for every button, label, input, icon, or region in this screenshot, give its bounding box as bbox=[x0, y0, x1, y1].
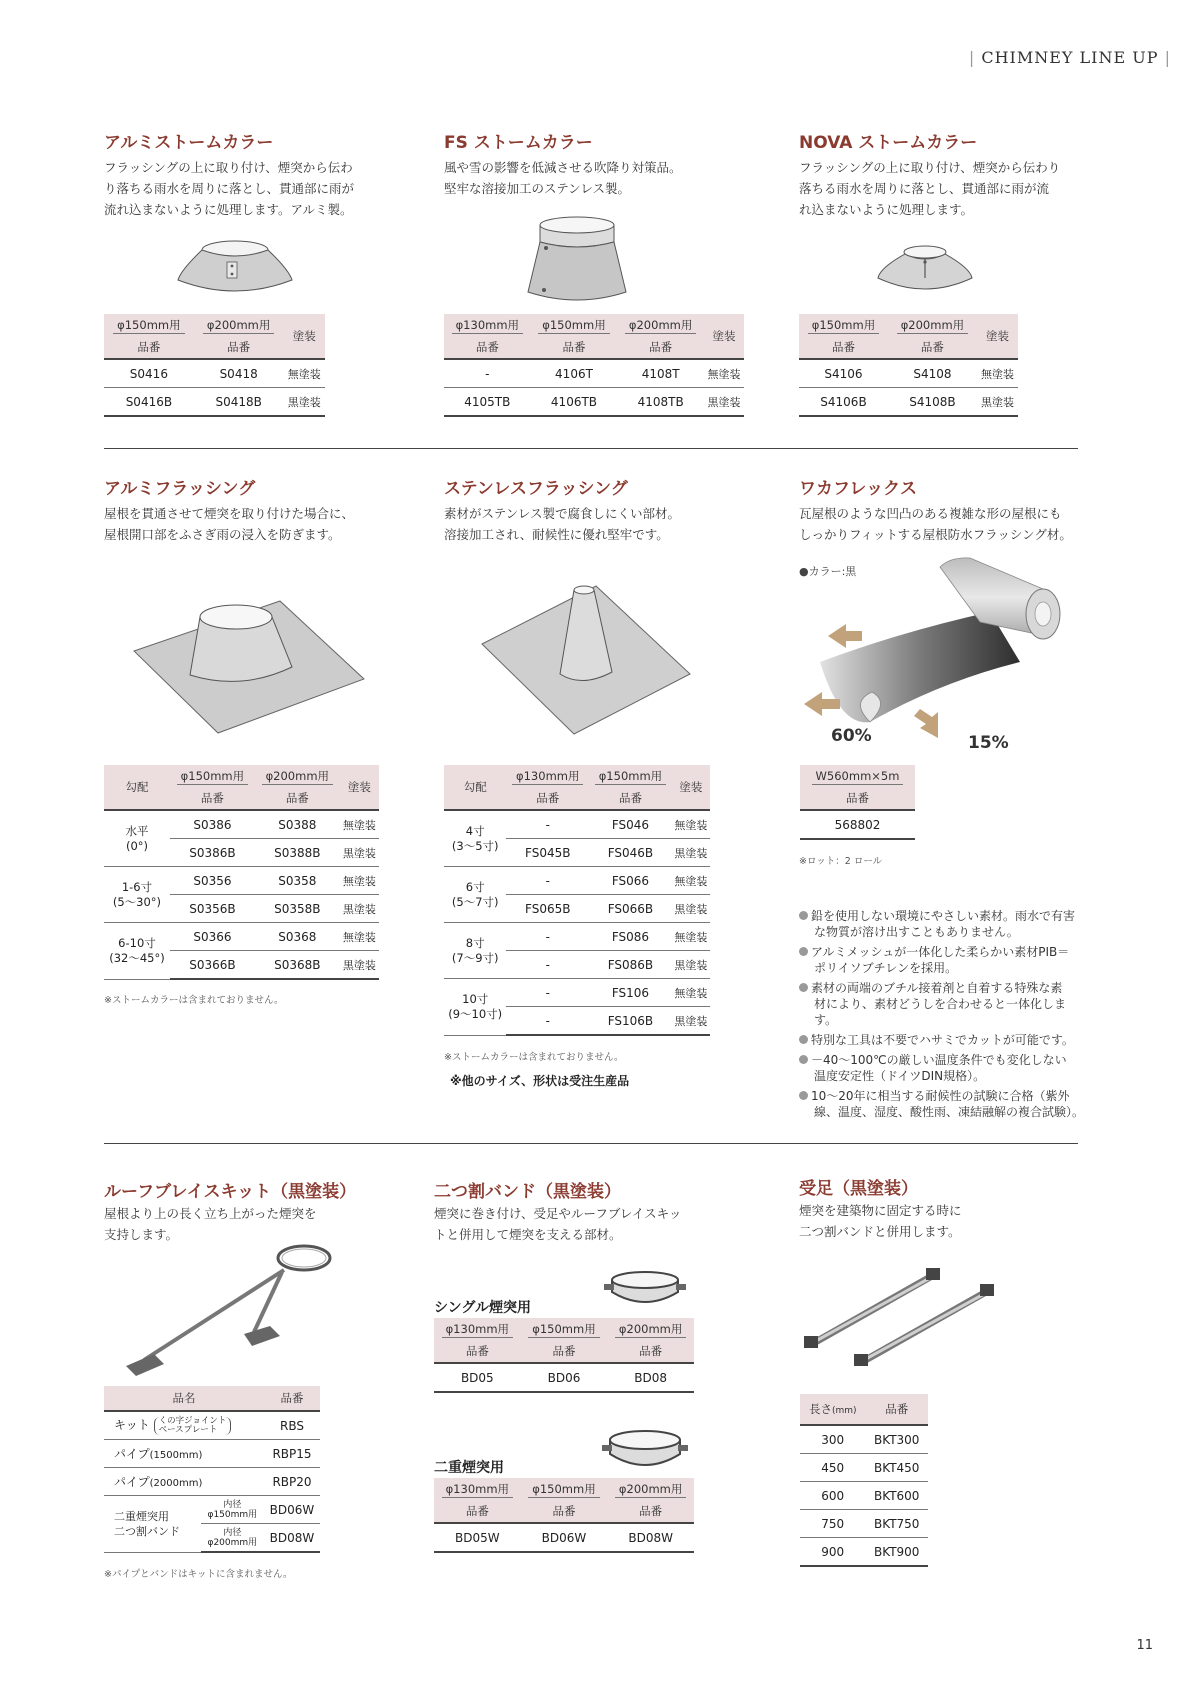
roof-brace-note: ※パイプとバンドはキットに含まれません。 bbox=[104, 1569, 293, 1580]
sus-flash-title: ステンレスフラッシング bbox=[444, 479, 628, 499]
table-row: 1-6寸 (5～30°) S0356 S0358 無塗装 bbox=[104, 867, 379, 895]
table-row: S0416 S0418 無塗装 bbox=[104, 359, 325, 388]
list-item: －40～100℃の厳しい温度条件でも変化しない 温度安定性（ドイツDIN規格）。 bbox=[799, 1052, 1089, 1084]
table-row: S4106B S4108B 黒塗装 bbox=[799, 388, 1018, 417]
table-row: 568802 bbox=[800, 810, 915, 839]
alu-flash-note: ※ストームカラーは含まれておりません。 bbox=[104, 995, 284, 1006]
wakaflex-bullets bbox=[799, 908, 1089, 1124]
alu-flash-desc: 屋根を貫通させて煙突を取り付けた場合に、 屋根開口部をふさぎ雨の浸入を防ぎます。 bbox=[104, 506, 355, 542]
sus-flash-note2: ※他のサイズ、形状は受注生産品 bbox=[450, 1074, 630, 1088]
table-row: FS045B FS046B 黒塗装 bbox=[444, 839, 710, 867]
table-row: 4105TB 4106TB 4108TB 黒塗装 bbox=[444, 388, 744, 417]
table-row: 450 BKT450 bbox=[800, 1454, 928, 1482]
nova-storm-illustration bbox=[870, 238, 980, 296]
list-item: アルミメッシュが一体化した柔らかい素材PIB＝ ポリイソブチレンを採用。 bbox=[799, 944, 1089, 976]
table-row: S0356B S0358B 黒塗装 bbox=[104, 895, 379, 923]
alu-storm-illustration bbox=[175, 232, 295, 294]
table-row: FS065B FS066B 黒塗装 bbox=[444, 895, 710, 923]
table-row: - FS106B 黒塗装 bbox=[444, 1007, 710, 1036]
wakaflex-illustration bbox=[800, 552, 1070, 742]
table-row: 900 BKT900 bbox=[800, 1538, 928, 1567]
alu-flash-table: 勾配 φ150mm用 φ200mm用 塗装 品番 品番 水平 (0°) S0386 S0388 無塗装 S0386B S0388B 黒塗装 1-6寸 (5～30°) S0356 S0358 無塗装 S0356B S0358B 黒塗装 6-10寸 (32～45°) S0366 S0368 無塗装 S0366B S0368B 黒塗装 bbox=[104, 765, 379, 980]
wakaflex-title: ワカフレックス bbox=[799, 479, 917, 499]
list-item: 10～20年に相当する耐候性の試験に合格（紫外 線、温度、湿度、酸性雨、凍結融解の複合試験）。 bbox=[799, 1088, 1089, 1120]
wakaflex-lot: ※ロット：2 ロール bbox=[799, 856, 883, 867]
fs-storm-desc: 風や雪の影響を低減させる吹降り対策品。 堅牢な溶接加工のステンレス製。 bbox=[444, 160, 682, 196]
fs-storm-title: FS ストームカラー bbox=[444, 133, 593, 153]
split-band-double-table: φ130mm用 φ150mm用 φ200mm用 品番 品番 品番 BD05W BD06W BD08W bbox=[434, 1478, 694, 1553]
split-band-single-illustration bbox=[602, 1270, 688, 1310]
nova-storm-table: φ150mm用 φ200mm用 塗装 品番 品番 S4106 S4108 無塗装 S4106B S4108B 黒塗装 bbox=[799, 314, 1018, 417]
wakaflex-desc: 瓦屋根のような凹凸のある複雑な形の屋根にも しっかりフィットする屋根防水フラッシング材。 bbox=[799, 506, 1072, 542]
header-label: | CHIMNEY LINE UP | bbox=[968, 48, 1171, 67]
list-item: 特別な工具は不要でハサミでカットが可能です。 bbox=[799, 1032, 1089, 1048]
table-row: - 4106T 4108T 無塗装 bbox=[444, 359, 744, 388]
foot-table: 長さ(mm) 品番 300 BKT300 450 BKT450 600 BKT600 750 BKT750 900 BKT900 bbox=[800, 1394, 928, 1567]
foot-illustration bbox=[800, 1264, 1000, 1370]
foot-title: 受足（黒塗装） bbox=[799, 1179, 918, 1199]
alu-storm-table: φ150mm用 φ200mm用 塗装 品番 品番 S0416 S0418 無塗装 S0416B S0418B 黒塗装 bbox=[104, 314, 325, 417]
table-row: キット くの字ジョイント ベースプレート RBS bbox=[104, 1411, 320, 1440]
table-row: 8寸 (7～9寸) - FS086 無塗装 bbox=[444, 923, 710, 951]
alu-storm-title: アルミストームカラー bbox=[104, 133, 274, 153]
table-row: パイプ(1500mm) RBP15 bbox=[104, 1440, 320, 1468]
table-row: 二重煙突用 二つ割バンド 内径 φ150mm用 BD06W bbox=[104, 1496, 320, 1524]
table-row: パイプ(2000mm) RBP20 bbox=[104, 1468, 320, 1496]
wakaflex-pct-right: 15% bbox=[968, 733, 1009, 753]
split-band-double-illustration bbox=[602, 1428, 688, 1472]
sus-flash-note: ※ストームカラーは含まれておりません。 bbox=[444, 1052, 624, 1063]
table-row: 6寸 (5～7寸) - FS066 無塗装 bbox=[444, 867, 710, 895]
table-row: BD05 BD06 BD08 bbox=[434, 1363, 694, 1392]
roof-brace-illustration bbox=[104, 1236, 344, 1380]
fs-storm-table: φ130mm用 φ150mm用 φ200mm用 塗装 品番 品番 品番 - 4106T 4108T 無塗装 4105TB 4106TB 4108TB 黒塗装 bbox=[444, 314, 744, 417]
split-band-double-label: 二重煙突用 bbox=[434, 1460, 504, 1476]
table-row: 750 BKT750 bbox=[800, 1510, 928, 1538]
nova-storm-desc: フラッシングの上に取り付け、煙突から伝わり 落ちる雨水を周りに落とし、貫通部に雨が流 れ込まないように処理します。 bbox=[799, 160, 1061, 217]
list-item: 素材の両端のブチル接着剤と自着する特殊な素 材により、素材どうしを合わせると一体化します。 bbox=[799, 980, 1089, 1028]
page-number: 11 bbox=[1136, 1638, 1153, 1653]
table-row: 内径 φ200mm用 BD08W bbox=[104, 1524, 320, 1553]
alu-storm-desc: フラッシングの上に取り付け、煙突から伝わ り落ちる雨水を周りに落とし、貫通部に雨が 流れ込まないように処理します。アルミ製。 bbox=[104, 160, 355, 217]
fs-storm-illustration bbox=[522, 212, 632, 304]
wakaflex-table: W560mm×5m 品番 568802 bbox=[800, 765, 915, 840]
list-item: 鉛を使用しない環境にやさしい素材。雨水で有害 な物質が溶け出すこともありません。 bbox=[799, 908, 1089, 940]
roof-brace-desc: 屋根より上の長く立ち上がった煙突を 支持します。 bbox=[104, 1206, 317, 1242]
split-band-title: 二つ割バンド（黒塗装） bbox=[434, 1182, 621, 1202]
sus-flash-desc: 素材がステンレス製で腐食しにくい部材。 溶接加工され、耐候性に優れ堅牢です。 bbox=[444, 506, 680, 542]
wakaflex-pct-left: 60% bbox=[831, 726, 872, 746]
split-band-single-label: シングル煙突用 bbox=[434, 1300, 531, 1316]
table-row: 4寸 (3～5寸) - FS046 無塗装 bbox=[444, 810, 710, 839]
table-row: 水平 (0°) S0386 S0388 無塗装 bbox=[104, 810, 379, 839]
roof-brace-table: 品名 品番 キット くの字ジョイント ベースプレート RBS パイプ(1500mm) RBP15 パイプ(2000mm) RBP20 二重煙突用 二つ割バンド 内径 φ150mm用 BD06W 内径 φ200mm用 BD08W bbox=[104, 1386, 320, 1553]
sus-flash-illustration bbox=[478, 578, 694, 738]
foot-desc: 煙突を建築物に固定する時に 二つ割バンドと併用します。 bbox=[799, 1203, 962, 1239]
table-row: S0416B S0418B 黒塗装 bbox=[104, 388, 325, 417]
table-row: S0366B S0368B 黒塗装 bbox=[104, 951, 379, 980]
nova-storm-title: NOVA ストームカラー bbox=[799, 133, 978, 153]
table-row: S0386B S0388B 黒塗装 bbox=[104, 839, 379, 867]
alu-flash-illustration bbox=[130, 595, 368, 735]
split-band-single-table: φ130mm用 φ150mm用 φ200mm用 品番 品番 品番 BD05 BD06 BD08 bbox=[434, 1318, 694, 1393]
table-row: - FS086B 黒塗装 bbox=[444, 951, 710, 979]
sus-flash-table: 勾配 φ130mm用 φ150mm用 塗装 品番 品番 4寸 (3～5寸) - FS046 無塗装 FS045B FS046B 黒塗装 6寸 (5～7寸) - FS066 無塗装 FS065B FS066B 黒塗装 8寸 (7～9寸) - FS086 無塗装 - FS086B 黒塗装 10寸 (9～10寸) - FS106 無塗装 - FS106B 黒塗装 bbox=[444, 765, 710, 1036]
roof-brace-title: ルーフブレイスキット（黒塗装） bbox=[104, 1182, 357, 1202]
divider bbox=[104, 1143, 1078, 1144]
divider bbox=[104, 448, 1078, 449]
alu-flash-title: アルミフラッシング bbox=[104, 479, 256, 499]
table-row: 300 BKT300 bbox=[800, 1425, 928, 1454]
split-band-desc: 煙突に巻き付け、受足やルーフブレイスキッ トと併用して煙突を支える部材。 bbox=[434, 1206, 682, 1242]
table-row: 600 BKT600 bbox=[800, 1482, 928, 1510]
table-row: BD05W BD06W BD08W bbox=[434, 1523, 694, 1552]
table-row: 10寸 (9～10寸) - FS106 無塗装 bbox=[444, 979, 710, 1007]
table-row: S4106 S4108 無塗装 bbox=[799, 359, 1018, 388]
table-row: 6-10寸 (32～45°) S0366 S0368 無塗装 bbox=[104, 923, 379, 951]
wakaflex-color-label: ●カラー:黒 bbox=[799, 565, 857, 578]
